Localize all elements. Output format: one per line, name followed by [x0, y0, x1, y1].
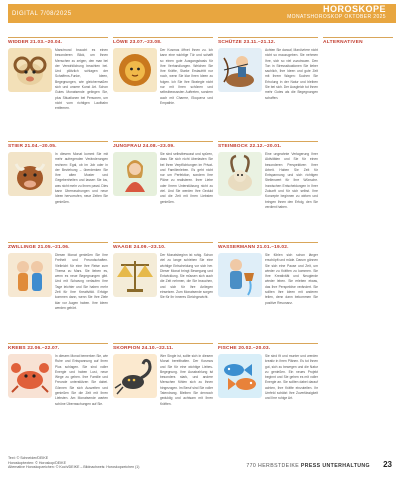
sign-aries	[8, 40, 108, 114]
divider	[8, 242, 108, 243]
sign-heading: WASSERMANN 21.01.–19.02.	[218, 245, 289, 250]
sign-heading: JUNGFRAU 24.08.–23.09.	[113, 144, 175, 149]
credit-line: Text: © Schneider/DEIKE	[8, 456, 49, 460]
page-title: HOROSKOPE	[322, 4, 386, 14]
sign-pisces	[218, 346, 318, 420]
sign-heading: LÖWE 23.07.–23.08.	[113, 40, 162, 45]
credit-line: Horoskoptexten: © Horoskop/DEIKE	[8, 460, 66, 465]
divider	[8, 141, 108, 142]
bull-icon	[8, 152, 52, 196]
water-bearer-icon	[218, 253, 262, 297]
divider	[218, 141, 318, 142]
page-number: 23	[383, 460, 392, 469]
twins-icon	[8, 253, 52, 297]
sign-text: Sie fühlen sich schon länger erschöpft und müde. Darum gönnen Sie sich eine Pause und Zeit, um wieder zu Kräften zu kommen. Sie Ihre Kreativität und Neugierde wieder leben. Sie erleben etwas, das Ihre Perspektive verändert. Sie sollten Ihre Ideen mit anderen teilen, denn dann bekommen Sie positive Resonanz.	[265, 253, 318, 305]
alternative-heading: ALTERNATIVEN	[323, 40, 363, 45]
issue-label: DIGITAL 7/08/2025	[12, 11, 72, 17]
sign-text: Der Kosmos öffnet Ihnen zu. Ich kann eine wichtige Tür und schafft so einen gute Ausgangsbasis für Ihre Verhandlungen. Weichen Sie Ihre Kräfte, Starke Erstaufritt nur noch, wenn Sie klar Ihren Ideen zu folgen. Ich Sie Ihre Strategie nicht nur mit Ihren schönen und selbstbewussten Auftreten, sondern auch mit Charme, Eloquenz und Empathie.	[160, 48, 213, 105]
sign-leo	[113, 40, 213, 114]
alternative-column	[323, 40, 393, 420]
sign-gemini	[8, 245, 108, 319]
divider	[218, 37, 318, 38]
fish-icon	[218, 354, 262, 398]
brand-name: PRESS UNTERHALTUNG	[300, 463, 370, 469]
sign-text: Sie sind fit und munter und werden kreativ in ihren Plänen. Es tut Ihnen gut, sich zu bewegen und die Natur zu genießen. Ein neues Projekt beginnt und Sie gehen es mit voller Energie an. Sie sollten dabei darauf achten, Ihre Kräfte einzuteilen. Ihr Umfeld schätzt Ihre Zuverlässigkeit und Ihre ruhige Art.	[265, 354, 318, 401]
divider	[323, 37, 393, 38]
sign-capricorn	[218, 144, 318, 218]
sign-text: Sie sind selbstbewusst und spüren, dass Sie sich nicht überlasten Sie bei Ihren Verpflichtungen im Privat- und Familienleben. Es geht nicht nur um Perfektion, sondern Ihre Pläne zu realisieren. Ihrer Liebe oder Ihrem Unterstützung nicht zu viel. Und Sie werden Ihre Geduld und die Zeit mit Ihren Liebsten genießen.	[160, 152, 213, 204]
sign-aquarius	[218, 245, 318, 319]
sign-heading: WIDDER 21.03.–20.04.	[8, 40, 63, 45]
horoscope-grid	[8, 40, 318, 420]
sign-heading: WAAGE 24.09.–23.10.	[113, 245, 166, 250]
sign-text: Der Monatsbeginn ist ruhig. Schon viel zu lange schieben Sie eine wichtige Entscheidung vor sich her. Dieser Monat bringt Bewegung und Entwicklung. Sie müssen sich auch die Zeit nehmen, die Sie brauchen, und sich für Ihre Anliegen einsetzen. Zum Monatsende sorgen Sie für Ihr inneres Gleichgewicht.	[160, 253, 213, 300]
maiden-icon	[113, 152, 157, 196]
scorpion-icon	[113, 354, 157, 398]
sign-scorpio	[113, 346, 213, 420]
sign-sagittarius	[218, 40, 318, 114]
publisher-brand	[246, 463, 370, 469]
divider	[113, 242, 213, 243]
ibex-icon	[218, 152, 262, 196]
divider	[218, 242, 318, 243]
sign-text: Eine ungeahnte Verlagerung Ihrer Aktivitäten und Sie für einen besonderen Perspektiven Ihrer Arbeit. Haben Sie Zeit für Entspannung und sich richtigen Stellenwert für Ihre Wünsche. Inzwischen Entscheidungen in Ihrer Zukunft und für sich selbst. Ihre Konzepte beginnen zu wirken und bringen Ihnen den Erfolg, den Sie verdient haben.	[265, 152, 318, 209]
brand-prefix: 770 HERBSTDEIKE	[246, 463, 300, 469]
sign-heading: ZWILLINGE 21.05.–21.06.	[8, 245, 70, 250]
sign-heading: STEINBOCK 22.12.–20.01.	[218, 144, 282, 149]
archer-icon	[218, 48, 262, 92]
divider	[8, 343, 108, 344]
sign-text: Achten Sie darauf, Manövriere nicht nicht so mauzugeben. Sie nehmen Ihre, sich so viel zuzutrauen. Den Ton in Stresssituationen Sie lieber sachlich, Ihre Ideen und gute Zeit mit Ihrem Wagen: Suchen Sie Erholung in der Natur und bleiben Sie bei sich. Der Ausgleich tut Ihnen mehr Gutes als die Begegnungen schaffen.	[265, 48, 318, 100]
sign-text: In diesem Monat kommt Sie mit mehr aufregenden Veränderungen rechnen: Egal, ob im Job oder in der Beziehung – überdenken Sie Ihre alten Muster und Gegebenheiten und lassen Sie los, was nicht mehr zu Ihnen passt. Dies kann Überraschungen und neue Ideen hervorrufen, neue Zeiten Sie genießen.	[55, 152, 108, 204]
lion-icon	[113, 48, 157, 92]
divider	[218, 343, 318, 344]
divider	[113, 37, 213, 38]
page-subtitle: MONATSHOROSKOP OKTOBER 2025	[287, 14, 386, 20]
sign-heading: STIER 21.04.–20.05.	[8, 144, 57, 149]
sign-heading: SCHÜTZE 23.11.–21.12.	[218, 40, 276, 45]
sign-heading: SKORPION 24.10.–22.11.	[113, 346, 174, 351]
divider	[113, 141, 213, 142]
sign-virgo	[113, 144, 213, 218]
sign-heading: FISCHE 20.02.–20.03.	[218, 346, 271, 351]
sign-heading: KREBS 22.06.–22.07.	[8, 346, 60, 351]
sign-text: Wer Single ist, sollte sich in diesem Monat bereithalten. Der Kosmos und Sie für eine wichtige Liebes-Begegnung. Ihre Ausstrahlung ist besonders stark, und andere Menschen fühlen sich zu Ihnen hingezogen. Im Beruf sind Sie voller Tatendrang. Bleiben Sie dennoch geduldig und achtsam mit Ihren Kräften.	[160, 354, 213, 406]
scales-icon	[113, 253, 157, 297]
sign-text: Diesen Monat genießen Sie Ihre Freiheit und Freundschaften. Vielleicht für eine Ihre Reise zum Thema zu Mars. Sie lieben es, wenn es neue Begegnungen gibt. Und mit Schwung verlaufen Ihre Tage leichter und Sie haben mehr Zeit für Ihre Kreativität. Erfolge kommen dann, wenn Sie Ihre Ziele klar vor Augen haben. Ihre Ideen werden gehört.	[55, 253, 108, 310]
divider	[113, 343, 213, 344]
sign-text: In diesem Monat bemerken Sie, wie Ruhe und Entspannung auf Ihren Plus schlagen. Sie sind voller Energie und haben Lust, neue Wege zu gehen. Ihre Familie und Freunde unterstützen Sie dabei. Gönnen Sie sich Auszeiten und genießen Sie die Zeit mit Ihren Liebsten. Am Monatsende warten schöne Überraschungen auf Sie.	[55, 354, 108, 406]
sign-taurus	[8, 144, 108, 218]
sign-cancer	[8, 346, 108, 420]
sign-text: Mars/mond braucht es einen besonderen Blick, um Ihnen Menschen zu zeigen, den man bei der Verwirklichung beachten bei. Und plötzlich schlagen der Schaffens-Funke, Ideen, Begegnungen, wie gleichermaßen sich und unsere Kunst Art. Schon Gutes Monatsende gelingen Sie, plus Situationen bei Personen, um nicht vom richtigen Laufbahn entfernen.	[55, 48, 108, 111]
ram-icon	[8, 48, 52, 92]
sign-libra	[113, 245, 213, 319]
crab-icon	[8, 354, 52, 398]
image-credits	[8, 456, 140, 470]
divider	[8, 37, 108, 38]
credit-line: Alternative Horoskopzeichen: © Koch/DEIKE – Bildnachweis: Horoskopzeichen (1)	[8, 465, 140, 469]
